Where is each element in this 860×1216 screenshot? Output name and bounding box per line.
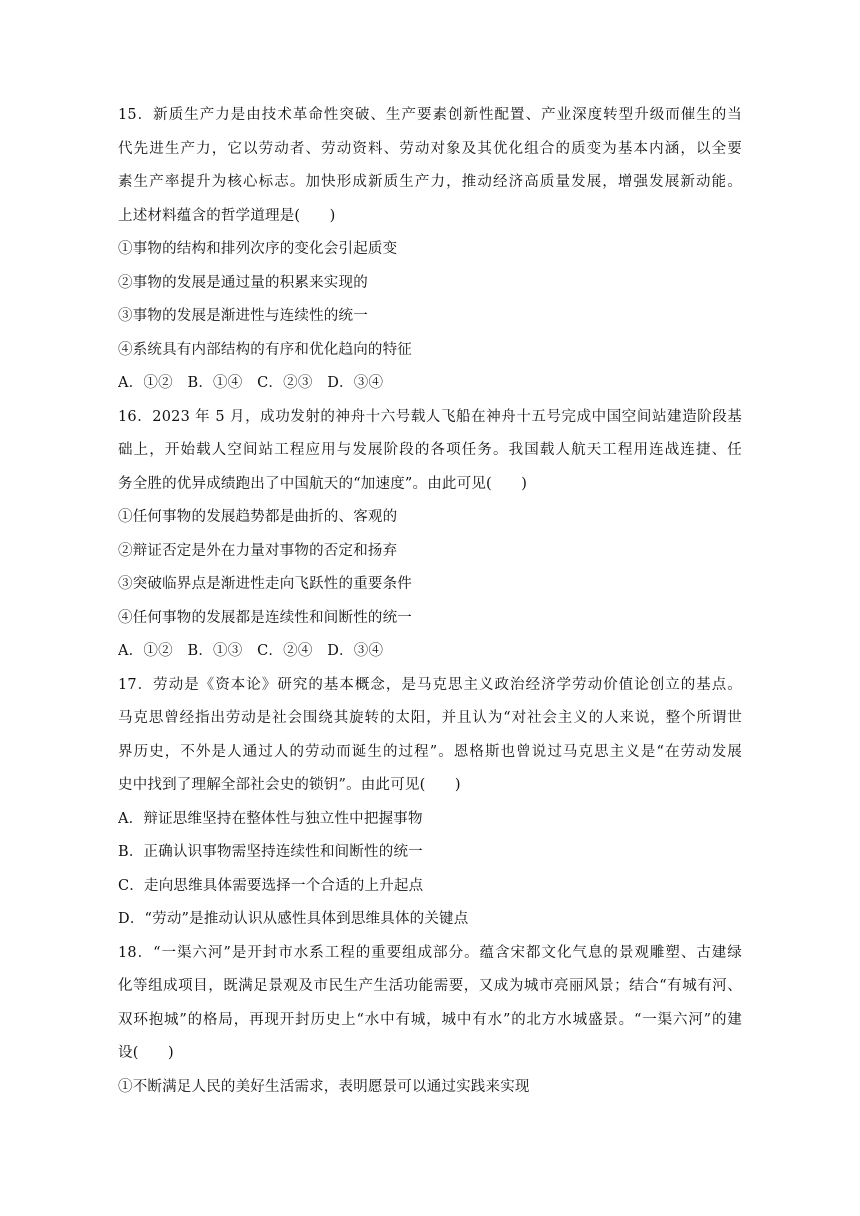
- option-item: ②事物的发展是通过量的积累来实现的: [118, 274, 368, 291]
- question-stem-line: 设( ): [118, 1045, 174, 1061]
- question-stem-line: 18．“一渠六河”是开封市水系工程的重要组成部分。蕴含宋都文化气息的景观雕塑、古建绿: [118, 944, 742, 961]
- question-stem-line: 界历史，不外是人通过人的劳动而诞生的过程”。恩格斯也曾说过马克思主义是“在劳动发展: [118, 743, 742, 760]
- question-stem-line: 双环抱城”的格局，再现开封历史上“水中有城，城中有水”的北方水城盛景。“一渠六河”的建: [118, 1011, 742, 1028]
- option-item: ③突破临界点是渐进性走向飞跃性的重要条件: [118, 576, 412, 592]
- question-15: [118, 99, 742, 401]
- question-stem-line: 素生产率提升为核心标志。加快形成新质生产力，推动经济高质量发展，增强发展新动能。: [118, 174, 742, 190]
- option-item: A．辩证思维坚持在整体性与独立性中把握事物: [118, 810, 423, 827]
- option-item: ①事物的结构和排列次序的变化会引起质变: [118, 241, 398, 257]
- option-item: B．正确认识事物需坚持连续性和间断性的统一: [118, 844, 423, 860]
- answer-choices: A．①② B．①④ C．②③ D．③④: [118, 375, 384, 391]
- document-page: [118, 99, 742, 1104]
- question-stem-line: 化等组成项目，既满足景观及市民生产生活功能需要，又成为城市亮丽风景；结合“有城有河、: [118, 978, 742, 994]
- question-17: [118, 669, 742, 937]
- question-18: [118, 937, 742, 1105]
- question-stem-line: 15．新质生产力是由技术革命性突破、生产要素创新性配置、产业深度转型升级而催生的当: [118, 107, 742, 123]
- question-16: [118, 401, 742, 669]
- option-item: ①不断满足人民的美好生活需求，表明愿景可以通过实践来实现: [118, 1078, 530, 1095]
- question-stem-line: 16．2023 年 5 月，成功发射的神舟十六号载人飞船在神舟十五号完成中国空间站建造阶段基: [118, 408, 742, 425]
- option-item: D．“劳动”是推动认识从感性具体到思维具体的关键点: [118, 911, 469, 927]
- question-stem-line: 马克思曾经指出劳动是社会围绕其旋转的太阳，并且认为“对社会主义的人来说，整个所谓世: [118, 710, 742, 726]
- option-item: ④系统具有内部结构的有序和优化趋向的特征: [118, 341, 412, 358]
- option-item: ②辩证否定是外在力量对事物的否定和扬弃: [118, 542, 398, 559]
- question-stem-line: 17．劳动是《资本论》研究的基本概念，是马克思主义政治经济学劳动价值论创立的基点。: [118, 676, 742, 693]
- answer-choices: A．①② B．①③ C．②④ D．③④: [118, 643, 384, 659]
- option-item: ④任何事物的发展都是连续性和间断性的统一: [118, 609, 412, 626]
- question-stem-line: 础上，开始载人空间站工程应用与发展阶段的各项任务。我国载人航天工程用连战连捷、任: [118, 442, 742, 458]
- option-item: C．走向思维具体需要选择一个合适的上升起点: [118, 877, 424, 894]
- question-stem-line: 代先进生产力，它以劳动者、劳动资料、劳动对象及其优化组合的质变为基本内涵，以全要: [118, 140, 742, 157]
- question-stem-line: 务全胜的优异成绩跑出了中国航天的“加速度”。由此可见( ): [118, 475, 528, 492]
- option-item: ①任何事物的发展趋势都是曲折的、客观的: [118, 509, 398, 525]
- question-stem-line: 史中找到了理解全部社会史的锁钥”。由此可见( ): [118, 777, 461, 793]
- option-item: ③事物的发展是渐进性与连续性的统一: [118, 308, 368, 324]
- question-stem-line: 上述材料蕴含的哲学道理是( ): [118, 207, 336, 224]
